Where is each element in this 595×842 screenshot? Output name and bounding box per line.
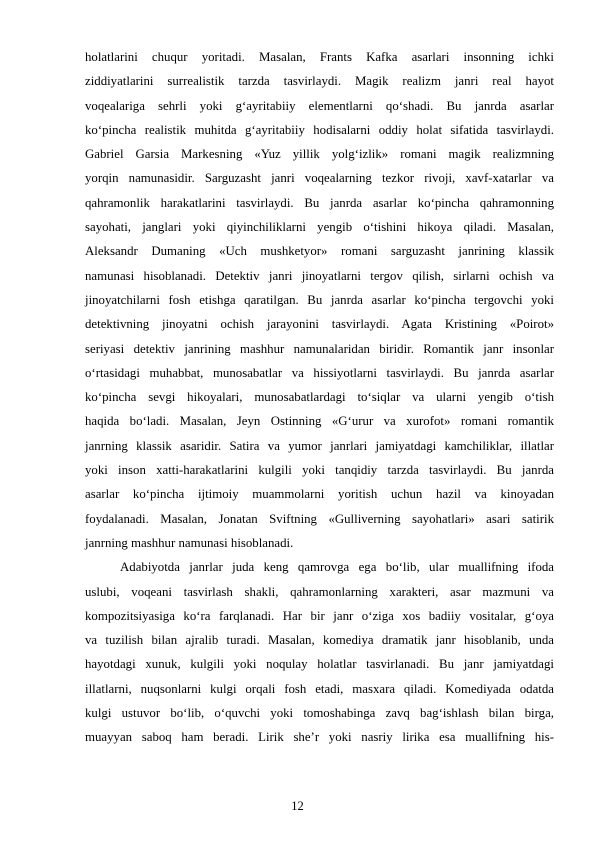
text-line: ziddiyatlarini surrealistik tarzda tasvirlaydi. Magik realizm janri real hayot — [85, 74, 554, 89]
text-line: yoki inson xatti-harakatlarini kulgili yoki tanqidiy tarzda tasvirlaydi. Bu janrda — [85, 463, 554, 478]
body-text — [85, 45, 554, 750]
paragraph-end-line: janrning mashhur namunasi hisoblanadi. — [85, 535, 294, 550]
text-line: holatlarini chuqur yoritadi. Masalan, Frants Kafka asarlari insonning ichki — [85, 50, 554, 64]
text-line: va tuzilish bilan ajralib turadi. Masalan, komediya dramatik janr hisoblanib, unda — [85, 633, 554, 648]
text-line: ko‘pincha sevgi hikoyalari, munosabatlardagi to‘siqlar va ularni yengib o‘tish — [85, 390, 554, 405]
text-line: Gabriel Garsia Markesning «Yuz yillik yolg‘izlik» romani magik realizmning — [85, 147, 554, 162]
text-line: qahramonlik harakatlarini tasvirlaydi. Bu janrda asarlar ko‘pincha qahramonning — [85, 195, 554, 210]
paragraph-first-line: Adabiyotda janrlar juda keng qamrovga ega bo‘lib, ular muallifning ifoda — [120, 560, 554, 575]
text-line: illatlarni, nuqsonlarni kulgi orqali fosh etadi, masxara qiladi. Komediyada odatda — [85, 681, 554, 696]
text-line: jinoyatchilarni fosh etishga qaratilgan. Bu janrda asarlar ko‘pincha tergovchi yoki — [85, 292, 554, 307]
text-line: asarlar ko‘pincha ijtimoiy muammolarni yoritish uchun hazil va kinoyadan — [85, 487, 554, 502]
text-line: namunasi hisoblanadi. Detektiv janri jinoyatlarni tergov qilish, sirlarni ochish va — [85, 268, 554, 283]
text-line: seriyasi detektiv janrining mashhur namunalaridan biridir. Romantik janr insonlar — [85, 341, 554, 356]
text-line: kulgi ustuvor bo‘lib, o‘quvchi yoki tomoshabinga zavq bag‘ishlash bilan birga, — [85, 706, 554, 721]
text-line: muayyan saboq ham beradi. Lirik she’r yoki nasriy lirika esa muallifning his- — [85, 730, 554, 745]
text-line: foydalanadi. Masalan, Jonatan Sviftning «Gulliverning sayohatlari» asari satirik — [85, 511, 554, 526]
text-line: hayotdagi xunuk, kulgili yoki noqulay holatlar tasvirlanadi. Bu janr jamiyatdagi — [85, 657, 554, 672]
text-line: Aleksandr Dumaning «Uch mushketyor» romani sarguzasht janrining klassik — [85, 244, 554, 259]
text-line: janrning klassik asaridir. Satira va yumor janrlari jamiyatdagi kamchiliklar, illatlar — [85, 438, 554, 453]
text-line: o‘rtasidagi muhabbat, munosabatlar va hissiyotlarni tasvirlaydi. Bu janrda asarlar — [85, 365, 554, 380]
text-line: sayohati, janglari yoki qiyinchiliklarni yengib o‘tishini hikoya qiladi. Masalan, — [85, 220, 554, 235]
text-line: kompozitsiyasiga ko‘ra farqlanadi. Har bir janr o‘ziga xos badiiy vositalar, g‘oya — [85, 608, 554, 623]
page-number: 12 — [291, 799, 304, 813]
text-line: detektivning jinoyatni ochish jarayonini tasvirlaydi. Agata Kristining «Poirot» — [85, 317, 554, 332]
text-line: uslubi, voqeani tasvirlash shakli, qahramonlarning xarakteri, asar mazmuni va — [85, 584, 554, 599]
text-line: yorqin namunasidir. Sarguzasht janri voqealarning tezkor rivoji, xavf-xatarlar va — [85, 171, 554, 186]
text-line: voqealariga sehrli yoki g‘ayritabiiy elementlarni qo‘shadi. Bu janrda asarlar — [85, 98, 554, 113]
text-line: ko‘pincha realistik muhitda g‘ayritabiiy hodisalarni oddiy holat sifatida tasvirlaydi. — [85, 122, 554, 137]
text-line: haqida bo‘ladi. Masalan, Jeyn Ostinning «G‘urur va xurofot» romani romantik — [85, 414, 554, 429]
